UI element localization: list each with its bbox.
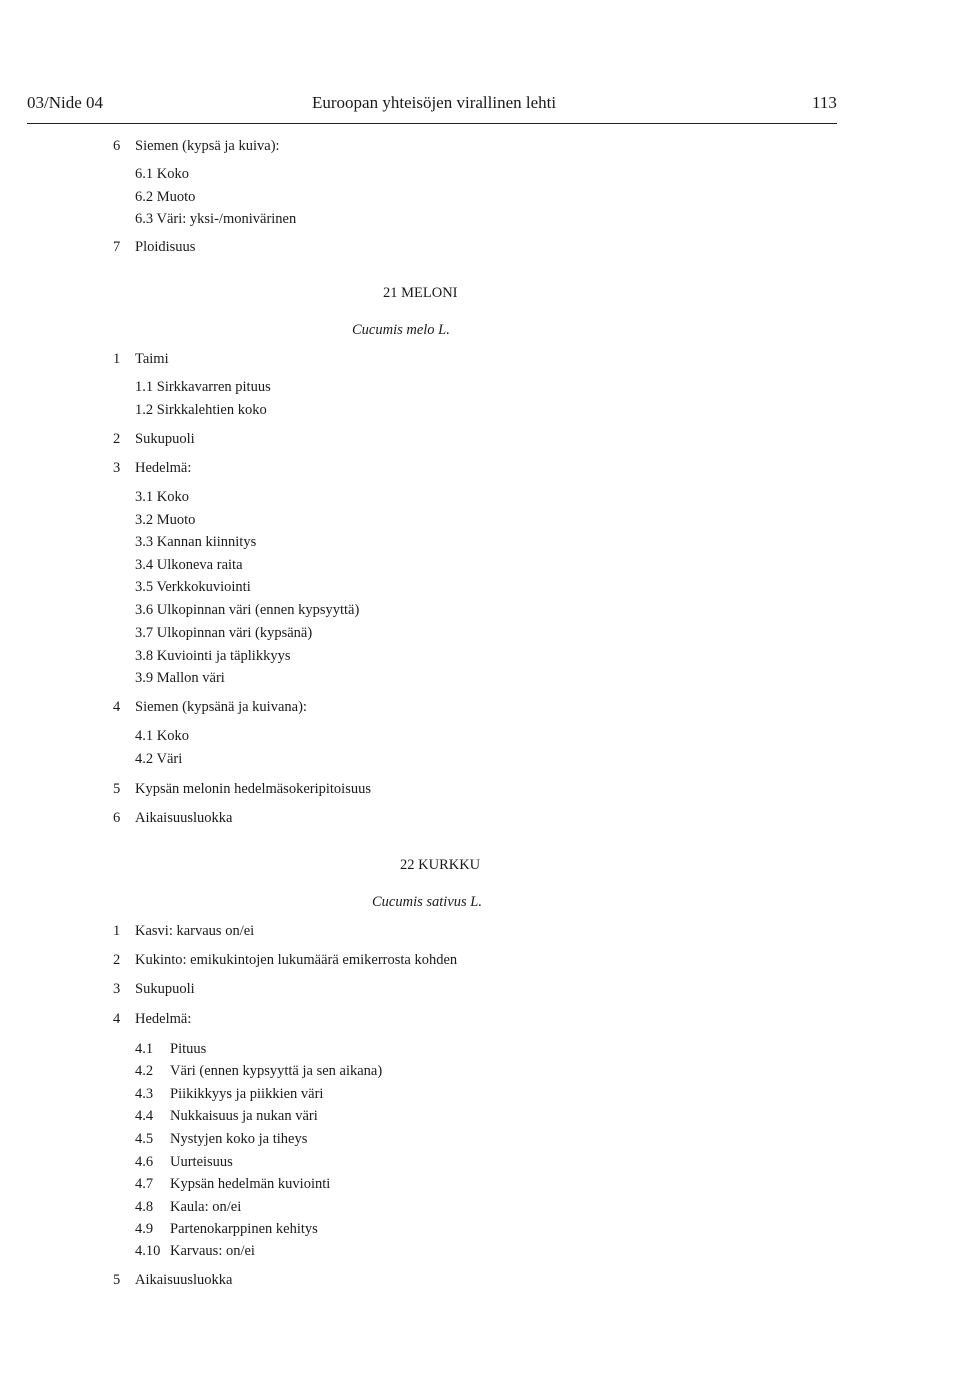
list-item-number: 6 (113, 810, 121, 826)
list-item-label: Ploidisuus (135, 239, 196, 255)
list-item-number: 4.1 (135, 1041, 154, 1057)
list-item-label: Partenokarppinen kehitys (170, 1221, 318, 1237)
list-item-label: Hedelmä: (135, 1011, 192, 1027)
list-item-label: Piikikkyys ja piikkien väri (170, 1086, 324, 1102)
list-item-number: 4 (113, 1011, 121, 1027)
list-item (135, 729, 189, 744)
section-latin-melon: Cucumis melo L. (352, 322, 450, 338)
list-item (135, 671, 225, 686)
list-item-number: 5 (113, 1272, 121, 1288)
list-item-label: Nukkaisuus ja nukan väri (170, 1108, 318, 1124)
list-item-number: 2 (113, 952, 121, 968)
section-latin-cucumber: Cucumis sativus L. (372, 894, 482, 910)
header-publication-title: Euroopan yhteisöjen virallinen lehti (312, 93, 557, 112)
list-item-label: Kuviointi ja täplikkyys (156, 648, 291, 664)
list-item-label: Kypsän hedelmän kuviointi (170, 1176, 331, 1192)
list-item-label: Muoto (156, 512, 196, 528)
list-item (135, 752, 182, 767)
list-item-label: Sukupuoli (135, 431, 195, 447)
list-item-label: Kypsän melonin hedelmäsokeripitoisuus (135, 781, 371, 797)
list-item-label: Koko (156, 728, 189, 744)
list-item-number: 4.8 (135, 1199, 154, 1215)
list-item (135, 649, 290, 664)
list-item-label: Aikaisuusluokka (135, 810, 233, 826)
list-item (135, 380, 271, 395)
list-item-number: 3.8 (135, 648, 154, 664)
list-item-number: 5 (113, 781, 121, 797)
list-item-number: 4.4 (135, 1108, 154, 1124)
list-item-number: 4.10 (135, 1243, 161, 1259)
list-item-label: Muoto (156, 189, 196, 205)
list-item-number: 4.6 (135, 1154, 154, 1170)
list-item-label: Siemen (kypsänä ja kuivana): (135, 699, 307, 715)
list-item-number: 3.9 (135, 670, 154, 686)
list-item-label: Koko (156, 166, 189, 182)
list-item-number: 4.1 (135, 728, 154, 744)
list-item (135, 513, 195, 528)
list-item-number: 3.2 (135, 512, 154, 528)
list-item-label: Sukupuoli (135, 981, 195, 997)
list-item-number: 1 (113, 351, 121, 367)
list-item-number: 3.5 (135, 579, 154, 595)
list-item-number: 3 (113, 460, 121, 476)
list-item (135, 626, 312, 641)
list-item-number: 6.2 (135, 189, 154, 205)
list-item (135, 403, 267, 418)
list-item-label: Väri (156, 751, 183, 767)
list-item-number: 1.2 (135, 402, 154, 418)
list-item-label: Mallon väri (156, 670, 225, 686)
list-item (135, 190, 195, 205)
list-item (135, 212, 296, 227)
list-item-number: 3.4 (135, 557, 154, 573)
list-item-number: 3.1 (135, 489, 154, 505)
list-item-label: Kannan kiinnitys (156, 534, 257, 550)
list-item-number: 3.7 (135, 625, 154, 641)
list-item-label: Väri (ennen kypsyyttä ja sen aikana) (170, 1063, 383, 1079)
header-volume: 03/Nide 04 (27, 93, 104, 112)
list-item-number: 4.2 (135, 1063, 154, 1079)
list-item-number: 4.3 (135, 1086, 154, 1102)
list-item-number: 6.1 (135, 166, 154, 182)
list-item-number: 4.7 (135, 1176, 154, 1192)
list-item-label: Sirkkavarren pituus (156, 379, 271, 395)
list-item (135, 535, 256, 550)
list-item-label: Aikaisuusluokka (135, 1272, 233, 1288)
list-item-label: Hedelmä: (135, 460, 192, 476)
list-item-number: 3.6 (135, 602, 154, 618)
list-item-label: Koko (156, 489, 189, 505)
list-item-label: Pituus (170, 1041, 207, 1057)
list-item-label: Taimi (135, 351, 169, 367)
list-item-number: 6 (113, 138, 121, 154)
list-item-number: 2 (113, 431, 121, 447)
list-item-label: Uurteisuus (170, 1154, 233, 1170)
list-item-number: 4.2 (135, 751, 154, 767)
list-item-label: Siemen (kypsä ja kuiva): (135, 138, 280, 154)
list-item-number: 3.3 (135, 534, 154, 550)
list-item-label: Nystyjen koko ja tiheys (170, 1131, 308, 1147)
list-item-number: 4 (113, 699, 121, 715)
list-item-label: Kaula: on/ei (170, 1199, 242, 1215)
list-item-number: 4.9 (135, 1221, 154, 1237)
header-rule (27, 123, 837, 124)
list-item-number: 1 (113, 923, 121, 939)
list-item (135, 580, 251, 595)
list-item-label: Verkkokuviointi (156, 579, 251, 595)
header-page-number: 113 (812, 93, 837, 112)
list-item (135, 167, 189, 182)
list-item-label: Kukinto: emikukintojen lukumäärä emikerrosta kohden (135, 952, 458, 968)
list-item (135, 558, 243, 573)
list-item-label: Ulkopinnan väri (ennen kypsyyttä) (156, 602, 360, 618)
list-item-number: 1.1 (135, 379, 154, 395)
list-item-number: 4.5 (135, 1131, 154, 1147)
list-item-label: Karvaus: on/ei (170, 1243, 255, 1259)
list-item (135, 490, 189, 505)
list-item-number: 3 (113, 981, 121, 997)
list-item-label: Ulkoneva raita (156, 557, 243, 573)
section-title-melon: 21 MELONI (383, 285, 458, 301)
section-title-cucumber: 22 KURKKU (400, 857, 481, 873)
list-item-label: Väri: yksi-/monivärinen (156, 211, 297, 227)
list-item (135, 603, 359, 618)
list-item-label: Kasvi: karvaus on/ei (135, 923, 255, 939)
list-item-number: 7 (113, 239, 121, 255)
list-item-label: Ulkopinnan väri (kypsänä) (156, 625, 313, 641)
list-item-number: 6.3 (135, 211, 154, 227)
list-item-label: Sirkkalehtien koko (156, 402, 267, 418)
